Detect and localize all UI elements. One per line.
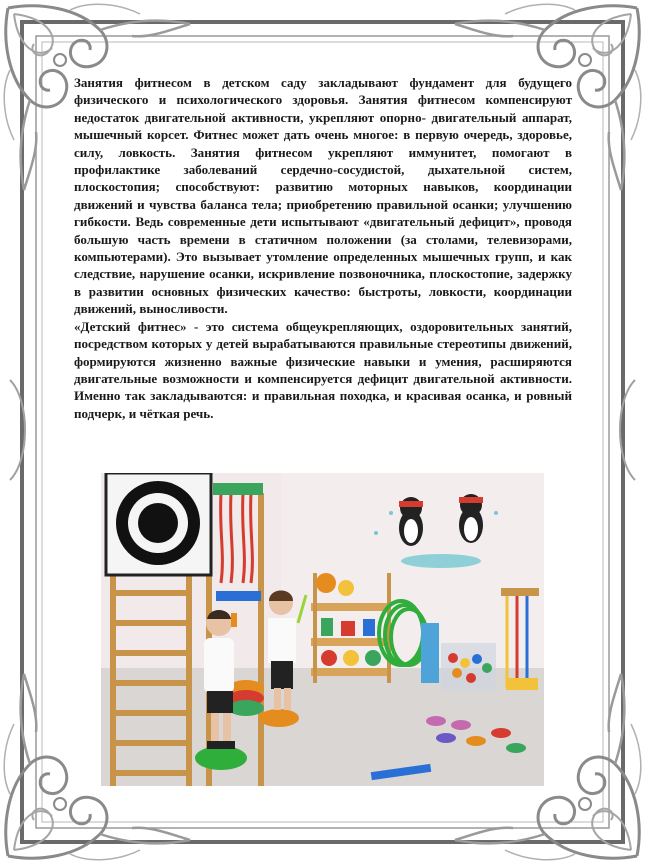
gym-photo [101,473,544,786]
paragraph-kids-fitness: «Детский фитнес» - это система общеукрепляющих, оздоровительных занятий, посредством которых у детей вырабатываются правильные стереотипы движений, формируются жизненно важные физические навыки и умения, расширяются двигательные возможности и компенсируется дефицит двигательной активности. Именно так закладываются: и правильная походка, и красивая осанка, и ровный подчерк, и чёткая речь. [74,318,572,421]
target-board [106,473,211,575]
article-text [74,74,572,422]
paragraph-intro: Занятия фитнесом в детском саду закладывают фундамент для будущего физического и психологического здоровья. Занятия фитнесом компенсируют недостаток двигательной активности, укрепляют опорно- двигательный аппарат, мышечный корсет. Фитнес может дать очень многое: в первую очередь, здоровье, силу, ловкость. Занятия фитнесом укрепляют иммунитет, помогают в профилактике заболеваний сердечно-сосудистой, дыхательной систем, плоскостопия; способствуют: развитию моторных навыков, координации движений и чувства баланса тела; приобретению правильной осанки; улучшению гибкости. Ведь современные дети испытывают «двигательный дефицит», проводя большую часть времени в статичном положении (за столами, телевизорами, компьютерами). Это вызывает утомление определенных мышечных групп, и как следствие, нарушение осанки, искривление позвоночника, плоскостопие, задержку в развитии основных физических качество: быстроты, ловкости, координации движений, выносливости. [74,75,572,317]
